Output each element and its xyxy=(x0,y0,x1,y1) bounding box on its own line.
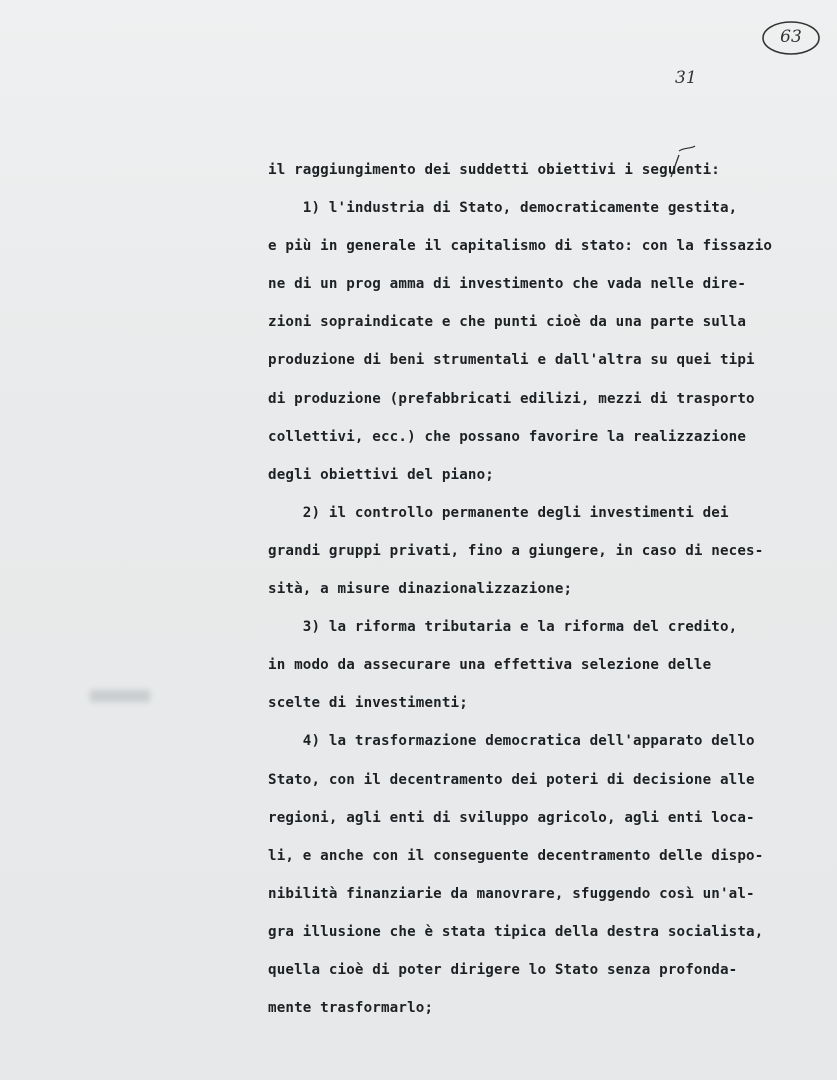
text-line: quella cioè di poter dirigere lo Stato senza profonda- xyxy=(268,961,738,978)
text-line: 1) l'industria di Stato, democraticamente gestita, xyxy=(268,200,738,217)
text-line: sità, a misure dinazionalizzazione; xyxy=(268,581,573,598)
text-line: mente trasformarlo; xyxy=(268,1000,434,1017)
text-line: gra illusione che è stata tipica della destra socialista, xyxy=(268,923,764,940)
circled-page-number-text: 63 xyxy=(780,27,802,47)
text-line: ne di un prog amma di investimento che vada nelle dire- xyxy=(268,276,747,293)
handwritten-page-number: 31 xyxy=(675,68,697,88)
text-line: in modo da assecurare una effettiva selezione delle xyxy=(268,657,712,674)
text-line: regioni, agli enti di sviluppo agricolo, agli enti loca- xyxy=(268,809,755,826)
text-line: grandi gruppi privati, fino a giungere, in caso di neces- xyxy=(268,542,764,559)
ink-bleed-mark xyxy=(90,690,150,702)
text-line: 2) il controllo permanente degli investimenti dei xyxy=(268,504,729,521)
circled-page-number xyxy=(760,18,822,58)
text-line: di produzione (prefabbricati edilizi, mezzi di trasporto xyxy=(268,390,755,407)
text-line: 4) la trasformazione democratica dell'apparato dello xyxy=(268,733,755,750)
text-line: collettivi, ecc.) che possano favorire la realizzazione xyxy=(268,428,747,445)
text-line: scelte di investimenti; xyxy=(268,695,468,712)
text-line: nibilità finanziarie da manovrare, sfuggendo così un'al- xyxy=(268,885,755,902)
text-line: 3) la riforma tributaria e la riforma del credito, xyxy=(268,619,738,636)
text-line: e più in generale il capitalismo di stato: con la fissazio xyxy=(268,238,773,255)
text-line: il raggiungimento dei suddetti obiettivi i seguenti: xyxy=(268,162,720,178)
text-line: Stato, con il decentramento dei poteri di decisione alle xyxy=(268,771,755,788)
typewritten-text xyxy=(268,160,837,1036)
text-line: zioni sopraindicate e che punti cioè da una parte sulla xyxy=(268,314,747,331)
text-line: degli obiettivi del piano; xyxy=(268,466,494,483)
text-line: li, e anche con il conseguente decentramento delle dispo- xyxy=(268,847,764,864)
text-line: produzione di beni strumentali e dall'altra su quei tipi xyxy=(268,352,755,369)
